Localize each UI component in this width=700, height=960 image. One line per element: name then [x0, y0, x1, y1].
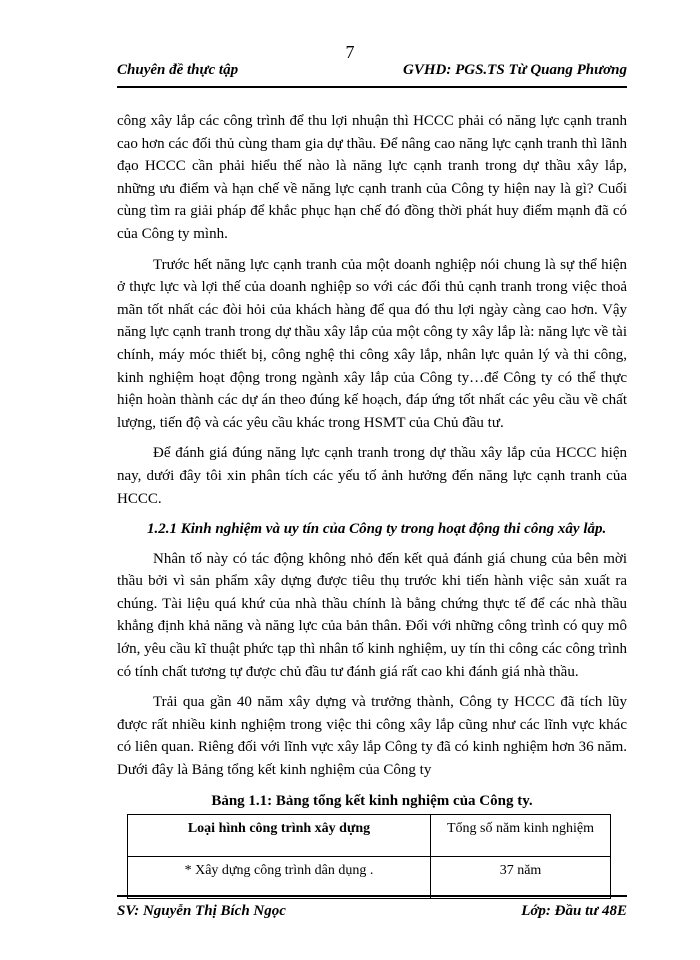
paragraph: Để đánh giá đúng năng lực cạnh tranh trong dự thầu xây lắp của HCCC hiện nay, dưới đây tôi xin phân tích các yếu tố ảnh hưởng đến năng lực cạnh tranh của HCCC.	[117, 445, 627, 507]
footer-left: SV: Nguyễn Thị Bích Ngọc	[117, 903, 286, 919]
section-heading: 1.2.1 Kinh nghiệm và uy tín của Công ty trong hoạt động thi công xây lắp.	[147, 521, 607, 538]
table-cell: 37 năm	[431, 857, 611, 899]
table-header-cell: Loại hình công trình xây dựng	[128, 815, 431, 857]
page-header	[117, 62, 627, 88]
header-right: GVHD: PGS.TS Từ Quang Phương	[403, 62, 627, 78]
page-footer	[117, 895, 627, 921]
table-row	[128, 857, 611, 899]
header-left: Chuyên đề thực tập	[117, 62, 239, 78]
paragraph: Trải qua gần 40 năm xây dựng và trưởng thành, Công ty HCCC đã tích lũy được rất nhiều kinh nghiệm trong việc thi công xây lắp cũng như các lĩnh vực khác có liên quan. Riêng đối với lĩnh vực xây lắp Công ty đã có kinh nghiệm hơn 36 năm. Dưới đây là Bảng tổng kết kinh nghiệm của Công ty	[117, 694, 627, 779]
table-cell: * Xây dựng công trình dân dụng .	[128, 857, 431, 899]
document-body	[117, 110, 627, 899]
table-caption: Bảng 1.1: Bảng tổng kết kinh nghiệm của Công ty.	[211, 792, 533, 809]
paragraph: Trước hết năng lực cạnh tranh của một doanh nghiệp nói chung là sự thể hiện ở thực lực và lợi thế của doanh nghiệp so với các đối thủ cạnh tranh trong việc thoả mãn tốt nhất các đòi hỏi của khách hàng để qua đó thu lợi ngày càng cao hơn. Vậy năng lực cạnh tranh trong dự thầu xây lắp của một công ty xây lắp là: năng lực về tài chính, máy móc thiết bị, công nghệ thi công xây lắp, nhân lực quản lý và thi công, kinh nghiệm hoạt động trong ngành xây lắp của Công ty…để Công ty có thể thực hiện hoàn thành các dự án theo đúng kế hoạch, đáp ứng tốt nhất các yêu cầu về chất lượng, tiến độ và các yêu cầu khác trong HSMT của Chủ đầu tư.	[117, 256, 627, 431]
table-header-cell: Tổng số năm kinh nghiệm	[431, 815, 611, 857]
paragraph: Nhân tố này có tác động không nhỏ đến kết quả đánh giá chung của bên mời thầu bởi vì sản phẩm xây dựng được tiêu thụ trước khi tiến hành việc sản xuất ra chúng. Tài liệu quá khứ của nhà thầu chính là bằng chứng thực tế để các nhà thầu khẳng định khả năng và năng lực của bản thân. Đối với những công trình có quy mô lớn, yêu cầu kĩ thuật phức tạp thì nhân tố kinh nghiệm, uy tín thi công các công trình có tính chất tương tự được chủ đầu tư đánh giá rất cao khi đánh giá nhà thầu.	[117, 550, 627, 680]
footer-right: Lớp: Đầu tư 48E	[521, 903, 627, 919]
paragraph: công xây lắp các công trình để thu lợi nhuận thì HCCC phải có năng lực cạnh tranh cao hơn các đối thủ cùng tham gia dự thầu. Để nâng cao năng lực cạnh tranh thì lãnh đạo HCCC cần phải hiểu thế nào là năng lực cạnh tranh trong dự thầu xây lắp, những ưu điểm và hạn chế về năng lực cạnh tranh của Công ty hiện nay là gì? Cuối cùng tìm ra giải pháp để khắc phục hạn chế đó đồng thời phát huy điểm mạnh đã có của Công ty mình.	[117, 113, 627, 242]
experience-table	[127, 814, 611, 899]
table-header-row	[128, 815, 611, 857]
page-number: 7	[345, 42, 355, 62]
